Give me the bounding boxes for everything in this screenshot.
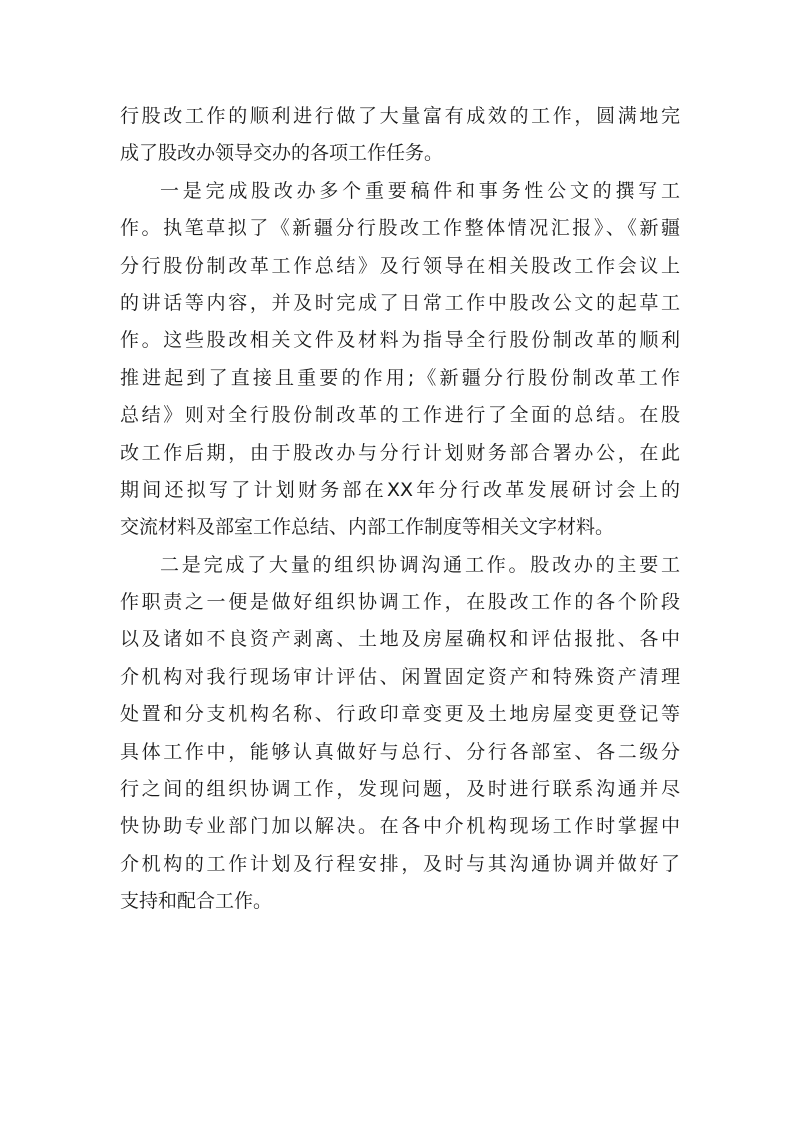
- paragraph-2: [120, 173, 680, 547]
- text-line: 总结》则对全行股份制改革的工作进行了全面的总结。在股: [120, 404, 680, 427]
- text-line: 的讲话等内容，并及时完成了日常工作中股改公文的起草工: [120, 291, 680, 314]
- text-line: 快协助专业部门加以解决。在各中介机构现场工作时掌握中: [120, 815, 680, 838]
- text-line: 改工作后期，由于股改办与分行计划财务部合署办公，在此: [120, 441, 680, 464]
- text-line: 成了股改办领导交办的各项工作任务。: [120, 142, 444, 165]
- text-line: 处置和分支机构名称、行政印章变更及土地房屋变更登记等: [120, 703, 680, 726]
- text-line: 作。执笔草拟了《新疆分行股改工作整体情况汇报》、《新疆: [120, 217, 680, 240]
- text-line: 期间还拟写了计划财务部在XX年分行改革发展研讨会上的: [120, 478, 680, 501]
- text-line: 行股改工作的顺利进行做了大量富有成效的工作，圆满地完: [120, 105, 680, 127]
- text-line: 作职责之一便是做好组织协调工作，在股改工作的各个阶段: [120, 591, 680, 614]
- text-line: 行之间的组织协调工作，发现问题，及时进行联系沟通并尽: [120, 778, 680, 801]
- text-line: 交流材料及部室工作总结、内部工作制度等相关文字材料。: [120, 516, 615, 539]
- text-line: 分行股份制改革工作总结》及行领导在相关股改工作会议上: [120, 254, 680, 277]
- text-line: 具体工作中，能够认真做好与总行、分行各部室、各二级分: [120, 740, 680, 763]
- paragraph-1: [120, 98, 680, 173]
- text-line: 以及诸如不良资产剥离、土地及房屋确权和评估报批、各中: [120, 628, 680, 651]
- text-line: 推进起到了直接且重要的作用;《新疆分行股份制改革工作: [120, 366, 680, 389]
- text-line: 介机构对我行现场审计评估、闲置固定资产和特殊资产清理: [120, 665, 680, 688]
- text-line: 二是完成了大量的组织协调沟通工作。股改办的主要工: [160, 553, 680, 576]
- text-line: 介机构的工作计划及行程安排，及时与其沟通协调并做好了: [120, 852, 680, 875]
- body-text: [120, 98, 680, 921]
- text-line: 一是完成股改办多个重要稿件和事务性公文的撰写工: [160, 179, 680, 202]
- text-line: 作。这些股改相关文件及材料为指导全行股份制改革的顺利: [120, 329, 680, 352]
- text-line: 支持和配合工作。: [120, 890, 273, 913]
- paragraph-3: [120, 547, 680, 921]
